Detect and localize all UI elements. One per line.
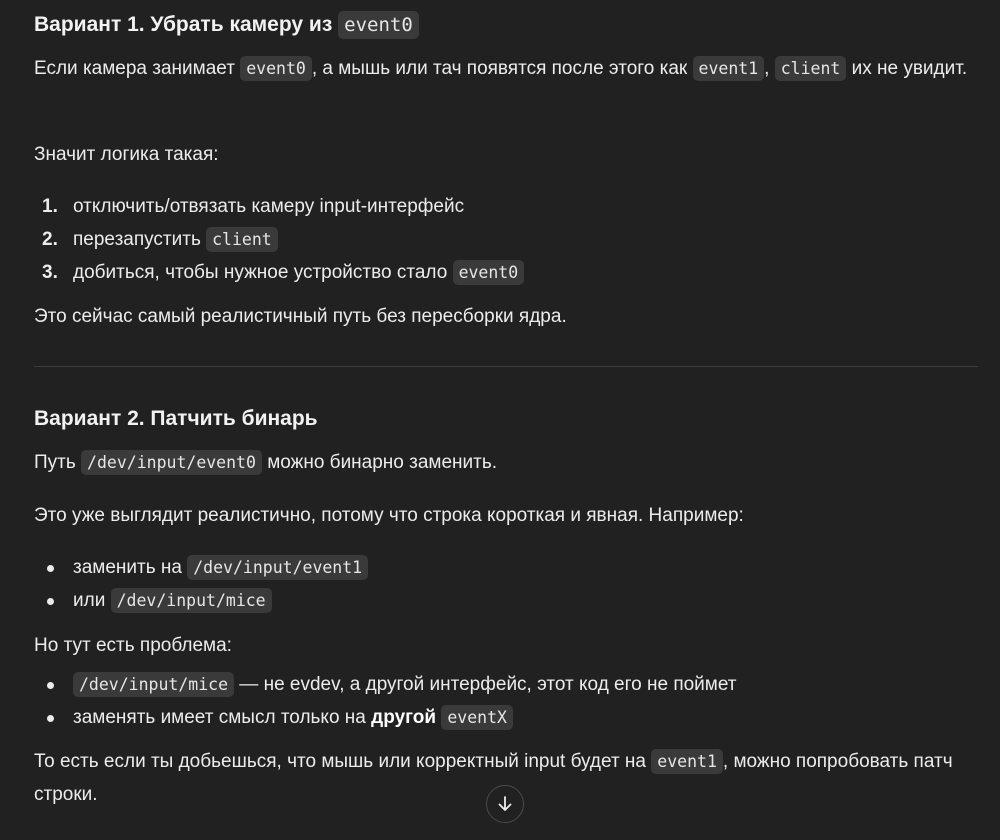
variant2-heading: Вариант 2. Патчить бинарь [34,407,318,430]
variant1-paragraph3: Это сейчас самый реалистичный путь без пересборки ядра. [34,306,567,327]
variant1-heading [34,11,419,39]
scroll-to-bottom-button[interactable] [486,785,524,823]
arrow-down-icon [496,795,514,813]
bullet [47,598,54,605]
variant2-paragraph1: Путь /dev/input/event0 можно бинарно заменить. [34,452,498,473]
section-divider [34,366,978,367]
options-list [34,551,368,617]
variant2-paragraph3: Но тут есть проблема: [34,635,232,656]
bullet [47,715,54,722]
variant1-paragraph1: Если камера занимает event0 , а мышь или тач появятся после этого как event1 , client их не увидит. [34,58,968,79]
variant1-title-code: event0 [338,11,419,39]
steps-list [34,190,524,289]
list-item: 2. перезапустить client [34,223,524,256]
variant1-title: Вариант 1. Убрать камеру из [34,13,333,36]
list-item: или /dev/input/mice [34,584,368,617]
list-item: заменять имеет смысл только на другой eventX [34,701,737,734]
problems-list [34,668,737,734]
variant1-paragraph2: Значит логика такая: [34,144,219,165]
list-item: заменить на /dev/input/event1 [34,551,368,584]
list-item: /dev/input/mice — не evdev, а другой интерфейс, этот код его не поймет [34,668,737,701]
bullet [47,682,54,689]
bullet [47,565,54,572]
variant2-paragraph4: То есть если ты добьешься, что мышь или корректный input будет на event1 , можно попробовать патч строки. [34,751,953,805]
variant2-paragraph2: Это уже выглядит реалистично, потому что строка короткая и явная. Например: [34,505,744,526]
list-item: 3. добиться, чтобы нужное устройство стало event0 [34,256,524,289]
list-item: 1. отключить/отвязать камеру input-интерфейс [42,196,465,217]
